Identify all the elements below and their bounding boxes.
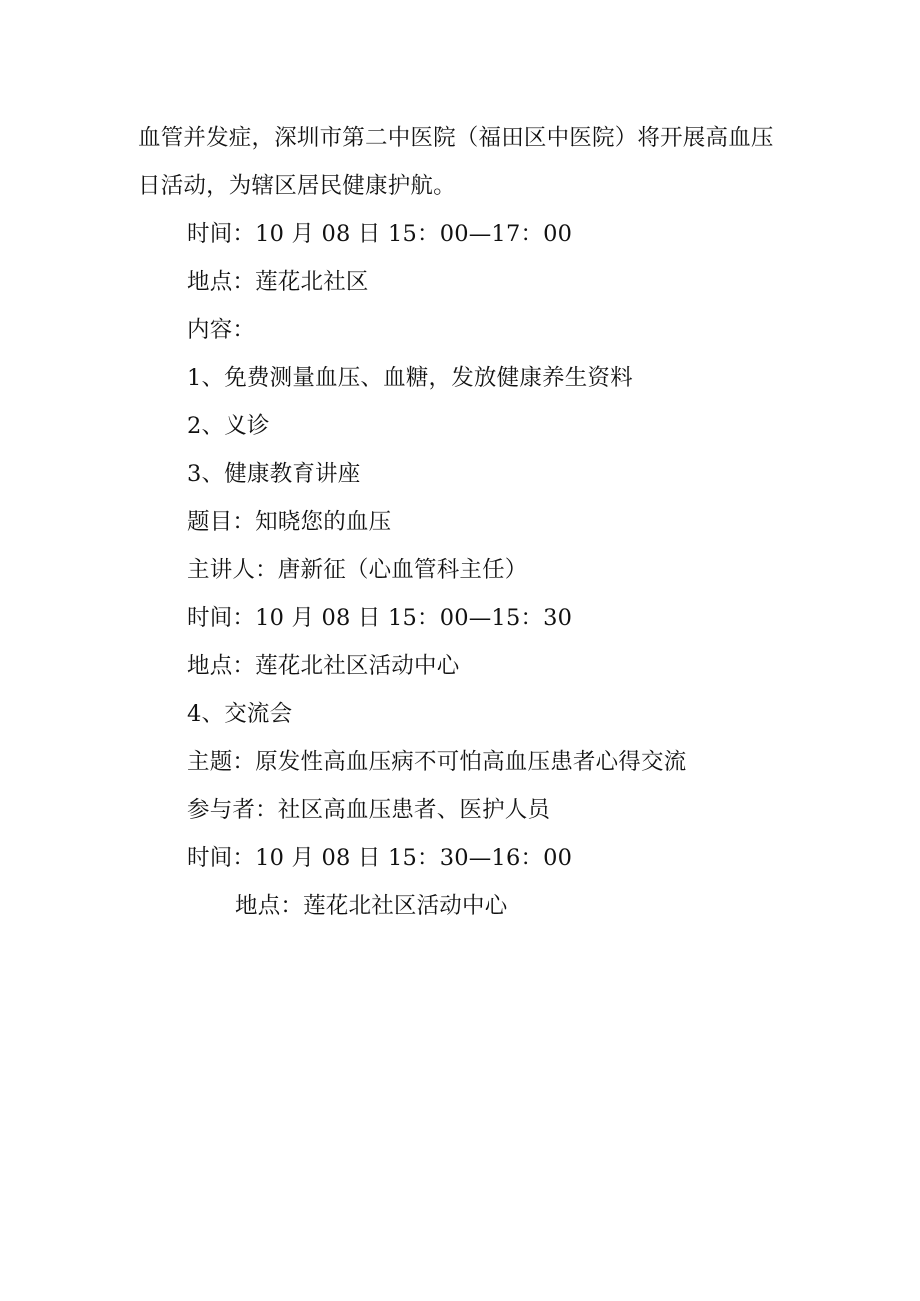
lecture-topic: 题目：知晓您的血压	[187, 509, 392, 535]
content-item-4: 4、交流会	[187, 701, 293, 727]
lecture-speaker: 主讲人：唐新征（心血管科主任）	[187, 557, 528, 583]
content-heading: 内容：	[187, 317, 256, 343]
content-item-3: 3、健康教育讲座	[187, 461, 361, 487]
lecture-time: 时间：10 月 08 日 15：00—15：30	[187, 605, 573, 631]
event-time: 时间：10 月 08 日 15：00—17：00	[187, 221, 573, 247]
exchange-time: 时间：10 月 08 日 15：30—16：00	[187, 845, 573, 871]
exchange-participants: 参与者：社区高血压患者、医护人员	[187, 797, 551, 823]
exchange-theme: 主题：原发性高血压病不可怕高血压患者心得交流	[187, 749, 687, 775]
intro-line-2: 日活动，为辖区居民健康护航。	[138, 173, 456, 199]
content-item-2: 2、义诊	[187, 413, 270, 439]
content-item-1: 1、免费测量血压、血糖，发放健康养生资料	[187, 365, 633, 391]
exchange-location: 地点：莲花北社区活动中心	[235, 893, 508, 919]
intro-line-1: 血管并发症，深圳市第二中医院（福田区中医院）将开展高血压	[138, 125, 774, 151]
lecture-location: 地点：莲花北社区活动中心	[187, 653, 460, 679]
event-location: 地点：莲花北社区	[187, 269, 369, 295]
